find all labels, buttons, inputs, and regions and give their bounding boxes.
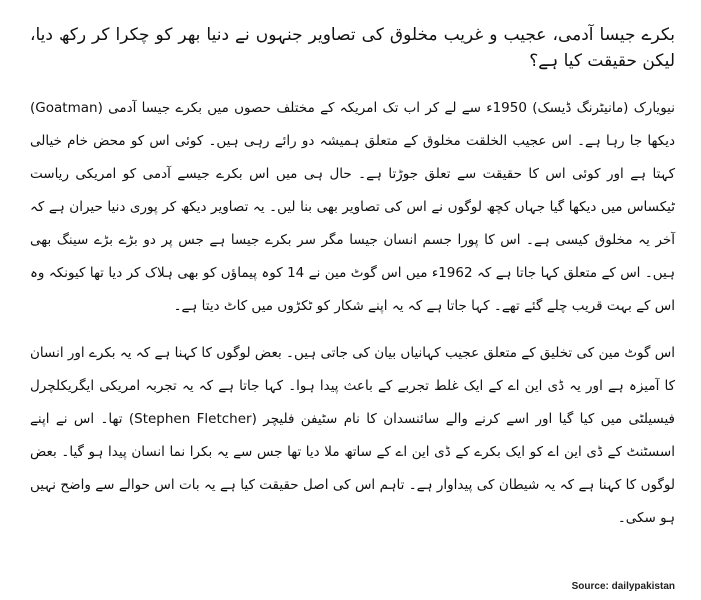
source-credit: Source: dailypakistan (571, 581, 675, 592)
article-headline: بکرے جیسا آدمی، عجیب و غریب مخلوق کی تصاویر جنہوں نے دنیا بھر کو چکرا کر رکھ دیا، لیکن حقیقت کیا ہے؟ (30, 25, 675, 71)
article-paragraph-1: نیویارک (مانیٹرنگ ڈیسک) 1950ء سے لے کر اب تک امریکہ کے مختلف حصوں میں بکرے جیسا آدمی (Goatman) دیکھا جا رہا ہے۔ اس عجیب الخلقت مخلوق کے متعلق ہمیشہ دو رائے رہی ہیں۔ کوئی اس کو محض خام خیالی کہتا ہے اور کوئی اس کا حقیقت سے تعلق جوڑتا ہے۔ حال ہی میں اس بکرے جیسے آدمی کو امریکی ریاست ٹیکساس میں دیکھا گیا جہاں کچھ لوگوں نے اس کی تصاویر بھی بنا لیں۔ یہ تصاویر دیکھ کر پوری دنیا حیران ہے کہ آخر یہ مخلوق کیسی ہے۔ اس کا پورا جسم انسان جیسا مگر سر بکرے جیسا ہے جس پر دو بڑے بڑے سینگ بھی ہیں۔ اس کے متعلق کہا جاتا ہے کہ 1962ء میں اس گوٹ مین نے 14 کوہ پیماؤں کو بھی ہلاک کر دیا تھا کیونکہ وہ اس کے بہت قریب چلے گئے تھے۔ کہا جاتا ہے کہ یہ اپنے شکار کو ٹکڑوں میں کاٹ دیتا ہے۔ (30, 100, 675, 314)
article-paragraph-2: اس گوٹ مین کی تخلیق کے متعلق عجیب کہانیاں بیان کی جاتی ہیں۔ بعض لوگوں کا کہنا ہے کہ یہ بکرے اور انسان کا آمیزہ ہے اور یہ ڈی این اے کے ایک غلط تجربے کے باعث پیدا ہوا۔ کہا جاتا ہے کہ یہ تجربہ امریکی ایگریکلچرل فیسیلٹی میں کیا گیا اور اسے کرنے والے سائنسدان کا نام سٹیفن فلیچر (Stephen Fletcher) تھا۔ اس نے اپنے اسسٹنٹ کے ڈی این اے کو ایک بکرے کے ڈی این اے کے ساتھ ملا دیا تھا جس سے یہ بکرا نما انسان پیدا ہو گیا۔ بعض لوگوں کا کہنا ہے کہ یہ شیطان کی پیداوار ہے۔ تاہم اس کی اصل حقیقت کیا ہے یہ بات اس حوالے سے واضح نہیں ہو سکی۔ (30, 345, 676, 526)
